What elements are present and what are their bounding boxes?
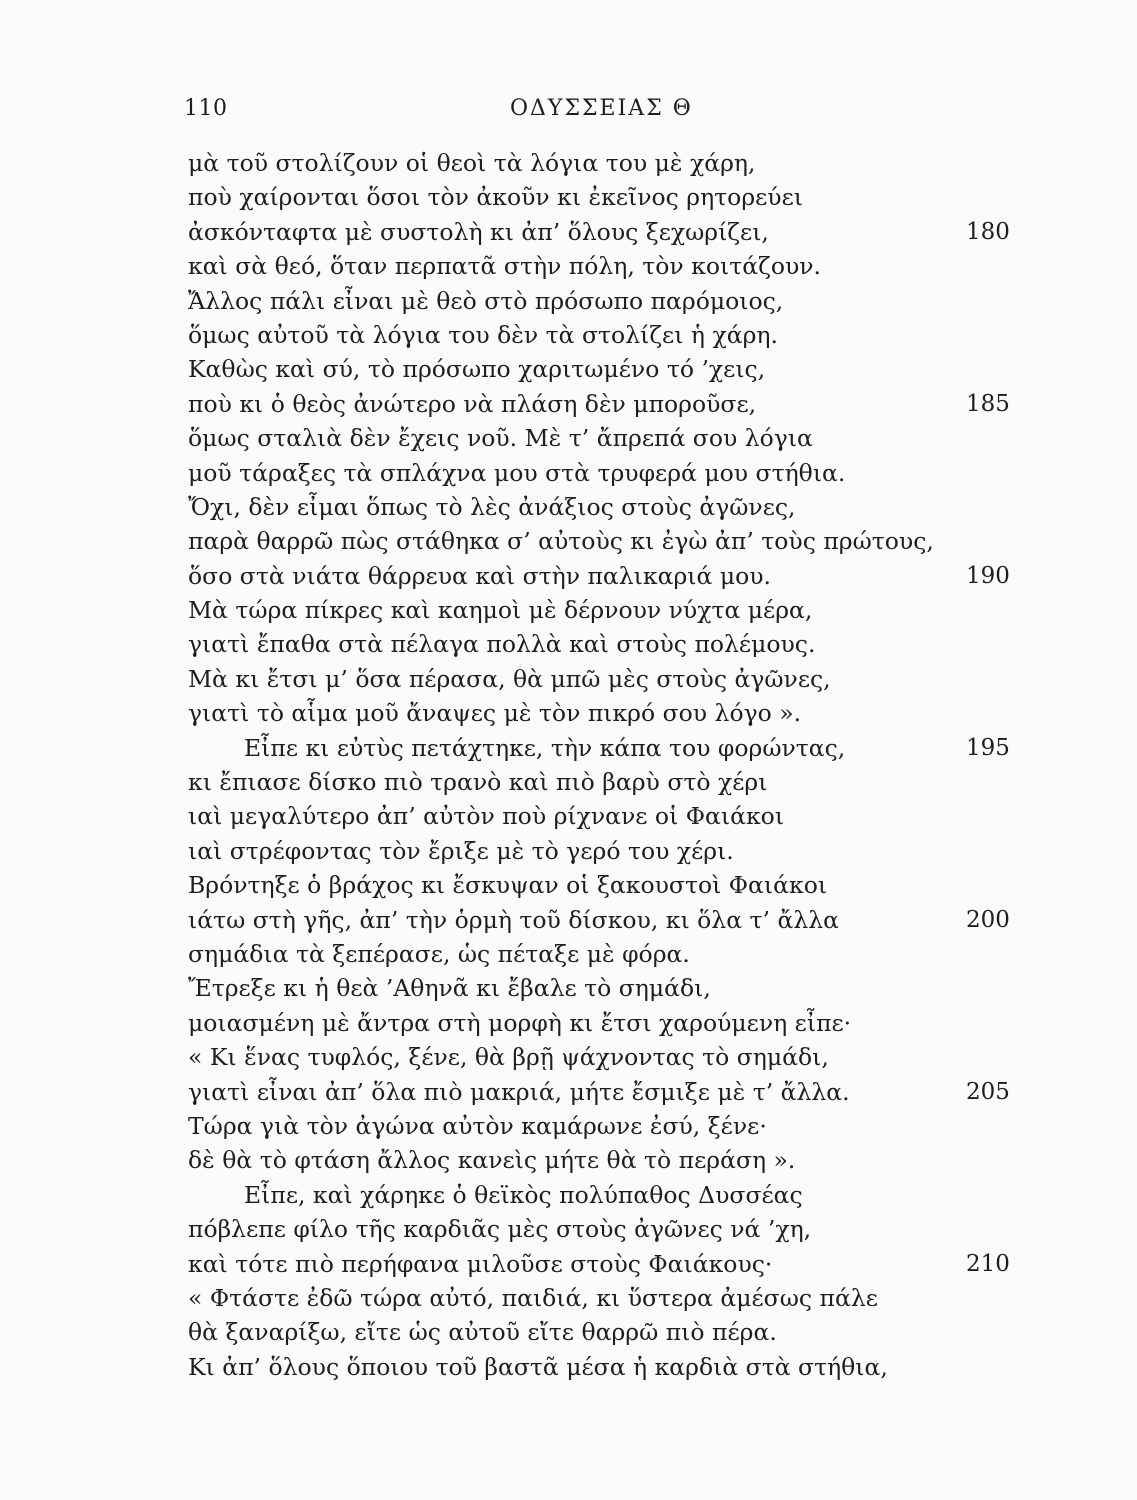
verse-text: ιαὶ μεγαλύτερο ἀπ’ αὐτὸν ποὺ ρίχνανε οἱ Φαιάκοι: [188, 802, 785, 831]
line-number: 190: [966, 562, 1010, 589]
verse-line: [0, 1075, 1137, 1109]
verse-text: καὶ τότε πιὸ περήφανα μιλοῦσε στοὺς Φαιάκους·: [188, 1249, 773, 1278]
verse-text: Κι ἀπ’ ὅλους ὅποιου τοῦ βαστᾶ μέσα ἡ καρδιὰ στὰ στήθια,: [188, 1352, 888, 1381]
page-header: [0, 96, 1137, 136]
verse-text: γιατὶ τὸ αἷμα μοῦ ἄναψες μὲ τὸν πικρό σου λόγο ».: [188, 699, 802, 728]
page-number: 110: [184, 96, 228, 121]
verse-line: [0, 1350, 1137, 1384]
verse-line: [0, 971, 1137, 1005]
verse-line: [0, 490, 1137, 524]
verse-line: [0, 593, 1137, 627]
verse-line: [0, 1315, 1137, 1349]
verse-line: [0, 249, 1137, 283]
verse-text: ἀσκόνταφτα μὲ συστολὴ κι ἀπ’ ὅλους ξεχωρίζει,: [188, 217, 769, 246]
line-number: 210: [966, 1250, 1010, 1277]
verse-line: [0, 937, 1137, 971]
verse-line: [0, 799, 1137, 833]
verse-text: δὲ θὰ τὸ φτάση ἄλλος κανεὶς μήτε θὰ τὸ περάση ».: [188, 1146, 796, 1175]
verse-text: ποὺ χαίρονται ὅσοι τὸν ἀκοῦν κι ἐκεῖνος ρητορεύει: [188, 183, 803, 212]
verse-line: [0, 421, 1137, 455]
verse-text: μὰ τοῦ στολίζουν οἱ θεοὶ τὰ λόγια του μὲ χάρη,: [188, 149, 756, 177]
verse-line: [0, 146, 1137, 180]
verse-line: [0, 352, 1137, 386]
verse-text: Μὰ κι ἔτσι μ’ ὅσα πέρασα, θὰ μπῶ μὲς στοὺς ἀγῶνες,: [188, 664, 831, 693]
verse-line: [0, 903, 1137, 937]
verse-line: [0, 1109, 1137, 1143]
verse-line: [0, 1143, 1137, 1177]
verse-line: [0, 696, 1137, 730]
verse-text: μοῦ τάραξες τὰ σπλάχνα μου στὰ τρυφερά μου στήθια.: [188, 458, 846, 487]
verse-text: ὅσο στὰ νιάτα θάρρευα καὶ στὴν παλικαριά μου.: [188, 561, 771, 590]
verse-text: Ἄλλος πάλι εἶναι μὲ θεὸ στὸ πρόσωπο παρόμοιος,: [188, 286, 784, 315]
verse-text: σημάδια τὰ ξεπέρασε, ὡς πέταξε μὲ φόρα.: [188, 939, 690, 968]
verse-text: μοιασμένη μὲ ἄντρα στὴ μορφὴ κι ἔτσι χαρούμενη εἶπε·: [188, 1008, 852, 1037]
verse-text: Τώρα γιὰ τὸν ἀγώνα αὐτὸν καμάρωνε ἐσύ, ξένε·: [188, 1111, 767, 1140]
verse-line: [0, 627, 1137, 661]
verse-line: [0, 387, 1137, 421]
verse-text: ιάτω στὴ γῆς, ἀπ’ τὴν ὁρμὴ τοῦ δίσκου, κι ὅλα τ’ ἄλλα: [188, 905, 840, 934]
line-number: 180: [966, 218, 1010, 245]
verse-text: καὶ σὰ θεό, ὅταν περπατᾶ στὴν πόλη, τὸν κοιτάζουν.: [188, 252, 822, 281]
line-number: 200: [966, 906, 1010, 933]
verse-line: [0, 456, 1137, 490]
verse-line: [0, 180, 1137, 214]
verse-text: Μὰ τώρα πίκρες καὶ καημοὶ μὲ δέρνουν νύχτα μέρα,: [188, 596, 813, 625]
verse-line: [0, 284, 1137, 318]
verse-text: « Κι ἕνας τυφλός, ξένε, θὰ βρῇ ψάχνοντας τὸ σημάδι,: [188, 1043, 829, 1072]
verse-text: γιατὶ ἔπαθα στὰ πέλαγα πολλὰ καὶ στοὺς πολέμους.: [188, 630, 816, 659]
verse-text: παρὰ θαρρῶ πὼς στάθηκα σ’ αὐτοὺς κι ἐγὼ ἀπ’ τοὺς πρώτους,: [188, 527, 934, 556]
verse-text: Εἶπε κι εὐτὺς πετάχτηκε, τὴν κάπα του φορώντας,: [244, 733, 846, 762]
verse-text: Ὄχι, δὲν εἶμαι ὅπως τὸ λὲς ἀνάξιος στοὺς ἀγῶνες,: [188, 492, 796, 521]
verse-text: Βρόντηξε ὁ βράχος κι ἔσκυψαν οἱ ξακουστοὶ Φαιάκοι: [188, 871, 828, 900]
line-number: 205: [966, 1078, 1010, 1105]
verse-line: [0, 1040, 1137, 1074]
verse-text: ιαὶ στρέφοντας τὸν ἔριξε μὲ τὸ γερό του χέρι.: [188, 836, 734, 865]
verse-block: [0, 146, 1137, 1384]
verse-line: [0, 1247, 1137, 1281]
line-number: 195: [966, 734, 1010, 761]
verse-line: [0, 765, 1137, 799]
verse-line: [0, 731, 1137, 765]
verse-text: πόβλεπε φίλο τῆς καρδιᾶς μὲς στοὺς ἀγῶνες νά ’χη,: [188, 1215, 812, 1244]
verse-line: [0, 1006, 1137, 1040]
running-title: ΟΔΥΣΣΕΙΑΣ Θ: [510, 96, 693, 121]
verse-line: [0, 834, 1137, 868]
verse-line: [0, 318, 1137, 352]
verse-text: κι ἔπιασε δίσκο πιὸ τρανὸ καὶ πιὸ βαρὺ στὸ χέρι: [188, 768, 768, 797]
verse-text: Καθὼς καὶ σύ, τὸ πρόσωπο χαριτωμένο τό ’χεις,: [188, 355, 766, 384]
verse-text: ὅμως σταλιὰ δὲν ἔχεις νοῦ. Μὲ τ’ ἄπρεπά σου λόγια: [188, 424, 813, 453]
verse-text: ποὺ κι ὁ θεὸς ἀνώτερο νὰ πλάση δὲν μποροῦσε,: [188, 389, 757, 418]
verse-line: [0, 1212, 1137, 1246]
verse-line: [0, 1178, 1137, 1212]
verse-text: θὰ ξαναρίξω, εἴτε ὡς αὐτοῦ εἴτε θαρρῶ πιὸ πέρα.: [188, 1318, 777, 1347]
verse-text: « Φτάστε ἐδῶ τώρα αὐτό, παιδιά, κι ὕστερα ἀμέσως πάλε: [188, 1283, 878, 1312]
verse-line: [0, 524, 1137, 558]
verse-line: [0, 1281, 1137, 1315]
verse-line: [0, 868, 1137, 902]
verse-line: [0, 215, 1137, 249]
verse-text: ὅμως αὐτοῦ τὰ λόγια του δὲν τὰ στολίζει ἡ χάρη.: [188, 320, 778, 349]
verse-text: γιατὶ εἶναι ἀπ’ ὅλα πιὸ μακριά, μήτε ἔσμιξε μὲ τ’ ἄλλα.: [188, 1077, 850, 1106]
verse-text: Ἔτρεξε κι ἡ θεὰ ’Αθηνᾶ κι ἔβαλε τὸ σημάδι,: [188, 974, 711, 1003]
verse-line: [0, 559, 1137, 593]
verse-line: [0, 662, 1137, 696]
line-number: 185: [966, 390, 1010, 417]
verse-text: Εἶπε, καὶ χάρηκε ὁ θεϊκὸς πολύπαθος Δυσσέας: [244, 1180, 803, 1209]
